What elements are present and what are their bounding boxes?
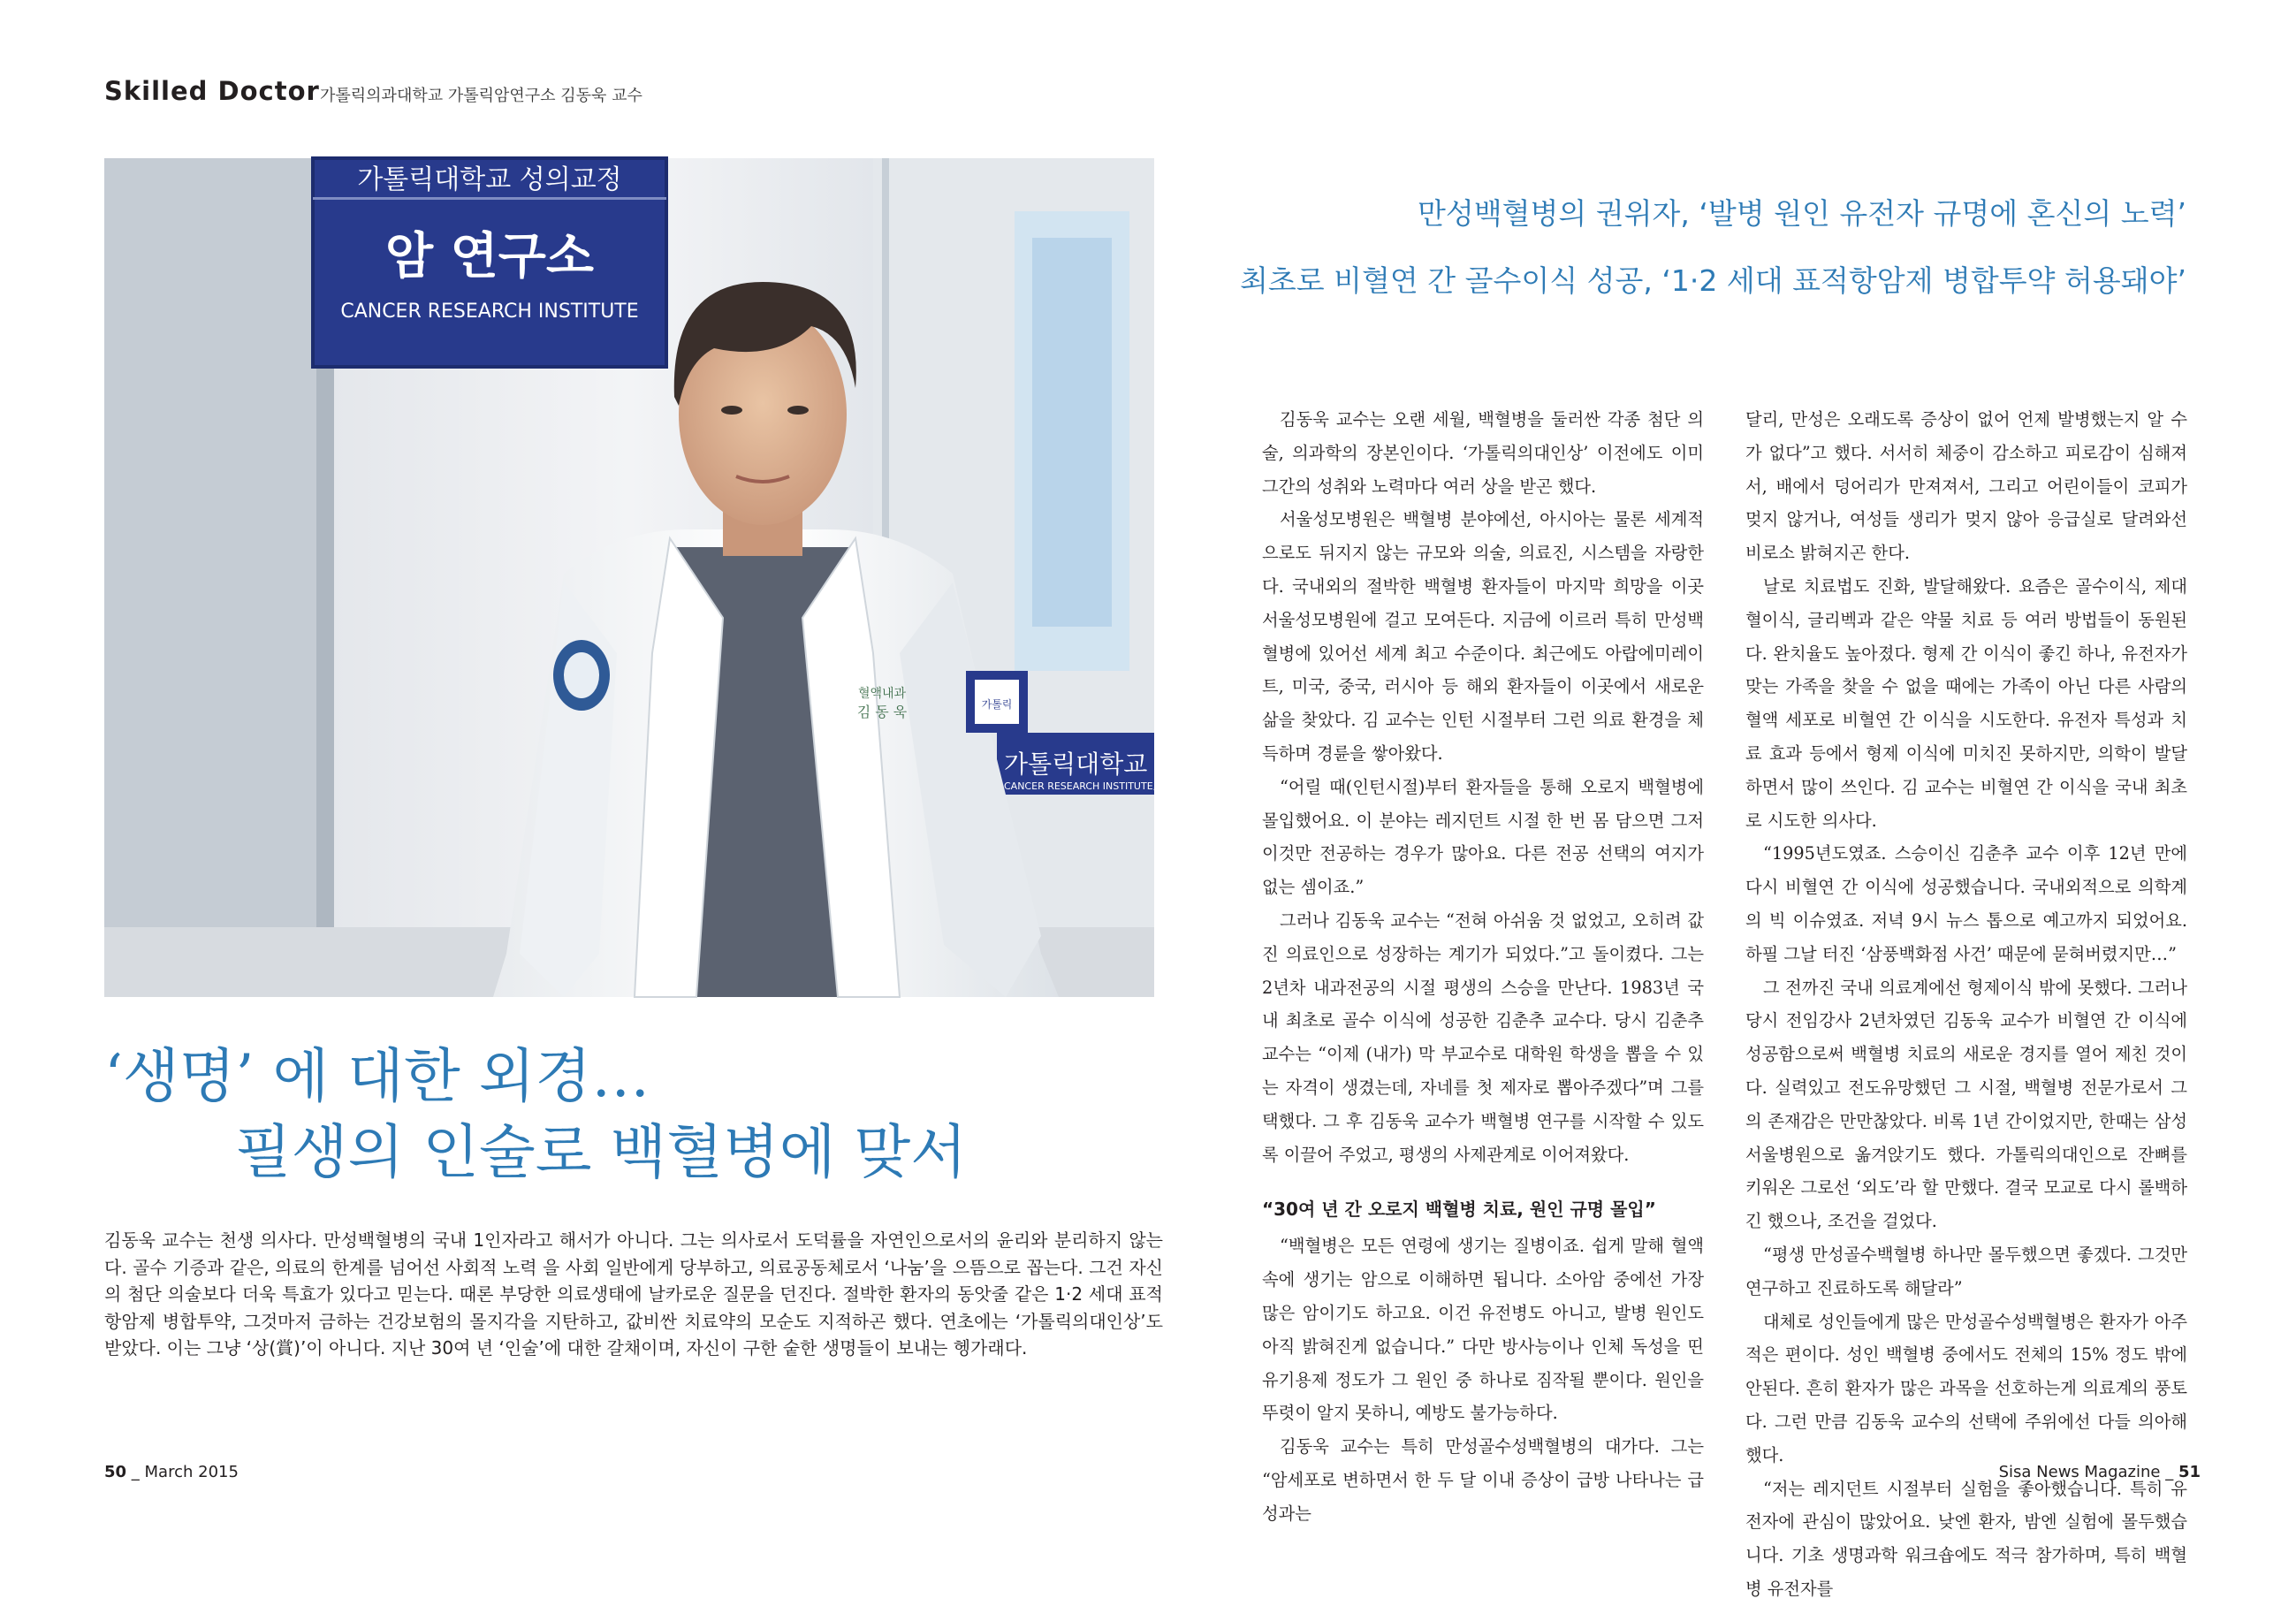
sleeve-badge-text: 가톨릭 xyxy=(981,698,1013,711)
lead-paragraph: 김동욱 교수는 천생 의사다. 만성백혈병의 국내 1인자라고 해서가 아니다. 그는 의사로서 도덕률을 자연인으로서의 윤리와 분리하지 않는다. 골수 기증과 같은, 의료의 한계를 넘어선 사회적 노력 을 사회 일반에게 당부하고, 의료공동체로서 ‘나눔’을 으뜸으로 꼽는다. 그건 자신의 첨단 의술보다 더욱 특효가 있다고 믿는다. 때론 부당한 의료생태에 날카로운 질문을 던진다. 절박한 환자의 동앗줄 같은 1·2 세대 표적항암제 병합투약, 그것마저 금하는 건강보험의 몰지각을 지탄하고, 값비싼 치료약의 모순도 지적하곤 했다. 연초에는 ‘가톨릭의대인상’도 받았다. 이는 그냥 ‘상(賞)’이 아니다. 지난 30여 년 ‘인술’에 대한 갈채이며, 자신이 구한 숱한 생명들이 보내는 헹가래다. xyxy=(104,1229,1163,1359)
sign-main-text: 암 연구소 xyxy=(385,228,594,285)
paragraph: 김동욱 교수는 오랜 세월, 백혈병을 둘러싼 각종 첨단 의술, 의과학의 장본인이다. ‘가톨릭의대인상’ 이전에도 이미 그간의 성취와 노력마다 여러 상을 받곤 했다. xyxy=(1262,409,1704,497)
body-column-2 xyxy=(1745,403,2187,1606)
paragraph: “백혈병은 모든 연령에 생기는 질병이죠. 쉽게 말해 혈액 속에 생기는 암으로 이해하면 됩니다. 소아암 중에선 가장 많은 암이기도 하고요. 이건 유전병도 아니고, 발병 원인도 아직 밝혀진게 없습니다.” 다만 방사능이나 인체 독성을 띤 유기용제 정도가 그 원인 중 하나로 짐작될 뿐이다. 원인을 뚜렷이 알지 못하니, 예방도 불가능하다. xyxy=(1262,1236,1704,1424)
headline-line-1: ‘생명’ 에 대한 외경… xyxy=(104,1042,650,1110)
headline xyxy=(104,1039,1165,1191)
paragraph: 날로 치료법도 진화, 발달해왔다. 요즘은 골수이식, 제대혈이식, 글리벡과 같은 약물 치료 등 여러 방법들이 동원된다. 완치율도 높아졌다. 형제 간 이식이 좋긴 하나, 유전자가 맞는 가족을 찾을 수 없을 때에는 가족이 아닌 다른 사람의 혈액 세포로 비혈연 간 이식을 시도한다. 유전자 특성과 치료 효과 등에서 형제 이식에 미치진 못하지만, 의학이 발달하면서 많이 쓰인다. 김 교수는 비혈연 간 이식을 국내 최초로 시도한 의사다. xyxy=(1745,575,2187,831)
section-label: Skilled Doctor xyxy=(104,76,320,106)
section-heading: “30여 년 간 오로지 백혈병 치료, 원인 규명 몰입” xyxy=(1262,1199,1656,1221)
footer-left xyxy=(104,1463,239,1481)
page-number-right: 51 xyxy=(2178,1463,2201,1481)
footer-separator: _ xyxy=(131,1463,140,1481)
issue-date: March 2015 xyxy=(144,1463,239,1481)
paragraph: “평생 만성골수백혈병 하나만 몰두했으면 좋겠다. 그것만 연구하고 진료하도록 해달라” xyxy=(1745,1244,2187,1298)
coat-embroidery: 혈액내과 xyxy=(857,687,907,701)
sign-top-text: 가톨릭대학교 성의교정 xyxy=(357,164,622,195)
paragraph: 달리, 만성은 오래도록 증상이 없어 언제 발병했는지 알 수가 없다”고 했다. 서서히 체중이 감소하고 피로감이 심해져서, 배에서 덩어리가 만져져서, 그리고 어린이들이 코피가 멎지 않거나, 여성들 생리가 멎지 않아 응급실로 달려와선 비로소 밝혀지곤 한다. xyxy=(1745,409,2187,564)
doctor-photo xyxy=(104,158,1173,997)
paragraph: 그러나 김동욱 교수는 “전혀 아쉬움 것 없었고, 오히려 값진 의료인으로 성장하는 계기가 되었다.”고 돌이켰다. 그는 2년차 내과전공의 시절 평생의 스승을 만난다. 1983년 국내 최초로 골수 이식에 성공한 김춘추 교수다. 당시 김춘추 교수는 “이제 (내가) 막 부교수로 대학원 학생을 뽑을 수 있는 자격이 생겼는데, 자네를 첫 제자로 뽑아주겠다”며 그를 택했다. 그 후 김동욱 교수가 백혈병 연구를 시작할 수 있도록 이끌어 주었고, 평생의 사제관계로 이어져왔다. xyxy=(1262,910,1704,1165)
paragraph: 김동욱 교수는 특히 만성골수성백혈병의 대가다. 그는 “암세포로 변하면서 한 두 달 이내 증상이 급방 나타나는 급성과는 xyxy=(1262,1436,1704,1524)
subtitle-line-1: 만성백혈병의 권위자, ‘발병 원인 유전자 규명에 혼신의 노력’ xyxy=(1418,196,2186,231)
side-sign-en-text: CANCER RESEARCH INSTITUTE, TH xyxy=(1004,780,1173,792)
paragraph: 서울성모병원은 백혈병 분야에선, 아시아는 물론 세계적으로도 뒤지지 않는 규모와 의술, 의료진, 시스템을 자랑한다. 국내외의 절박한 백혈병 환자들이 마지막 희망을 이곳 서울성모병원에 걸고 모여든다. 지금에 이르러 특히 만성백혈병에 있어선 세계 최고 수준이다. 최근에도 아랍에미레이트, 미국, 중국, 러시아 등 해외 환자들이 이곳에서 새로운 삶을 찾았다. 김 교수는 인턴 시절부터 그런 의료 환경을 체득하며 경륜을 쌓아왔다. xyxy=(1262,509,1704,764)
article-subtitle xyxy=(1167,180,2186,315)
subtitle-line-2: 최초로 비혈연 간 골수이식 성공, ‘1·2 세대 표적항암제 병합투약 허용돼야’ xyxy=(1240,263,2186,298)
paragraph: “어릴 때(인턴시절)부터 환자들을 통해 오로지 백혈병에 몰입했어요. 이 분야는 레지던트 시절 한 번 몸 담으면 그저 이것만 전공하는 경우가 많아요. 다른 전공 선택의 여지가 없는 셈이죠.” xyxy=(1262,776,1704,898)
paragraph: “1995년도였죠. 스승이신 김춘추 교수 이후 12년 만에 다시 비혈연 간 이식에 성공했습니다. 국내외적으로 의학계의 빅 이슈였죠. 저녁 9시 뉴스 톱으로 예고까지 되었어요. 하필 그날 터진 ‘삼풍백화점 사건’ 때문에 묻혀버렸지만…” xyxy=(1745,843,2187,964)
page-number-left: 50 xyxy=(104,1463,127,1481)
paragraph: 그 전까진 국내 의료계에선 형제이식 밖에 못했다. 그러나 당시 전임강사 2년차였던 김동욱 교수가 비혈연 간 이식에 성공함으로써 백혈병 치료의 새로운 경지를 열어 제친 것이다. 실력있고 전도유망했던 그 시절, 백혈병 전문가로서 그의 존재감은 만만찮았다. 비록 1년 간이었지만, 한때는 삼성서울병원으로 옮겨앉기도 했다. 가톨릭의대인으로 잔뼈를 키워온 그로선 ‘외도’라 할 만했다. 결국 모교로 다시 롤백하긴 했으나, 조건을 걸었다. xyxy=(1745,977,2187,1232)
body-column-1 xyxy=(1262,403,1704,1531)
footer-right xyxy=(1999,1463,2201,1481)
paragraph: “저는 레지던트 시절부터 실험을 좋아했습니다. 특히 유전자에 관심이 많았어요. 낮엔 환자, 밤엔 실험에 몰두했습니다. 기초 생명과학 워크숍에도 적극 참가하며, 특히 백혈병 유전자를 xyxy=(1745,1478,2187,1599)
footer-separator: _ xyxy=(2165,1463,2174,1481)
paragraph: 대체로 성인들에게 많은 만성골수성백혈병은 환자가 아주 적은 편이다. 성인 백혈병 중에서도 전체의 15% 정도 밖에 안된다. 흔히 환자가 많은 과목을 선호하는게 의료계의 풍토다. 그런 만큼 김동욱 교수의 선택에 주위에선 다들 의아해했다. xyxy=(1745,1311,2187,1465)
magazine-name: Sisa News Magazine xyxy=(1998,1463,2161,1481)
coat-name: 김 동 욱 xyxy=(856,704,908,720)
side-sign-text: 가톨릭대학교 xyxy=(1004,750,1148,779)
header-subtitle: 가톨릭의과대학교 가톨릭암연구소 김동욱 교수 xyxy=(320,87,642,105)
headline-line-2: 필생의 인술로 백혈병에 맞서 xyxy=(235,1118,968,1186)
sign-en-text: CANCER RESEARCH INSTITUTE xyxy=(340,301,639,323)
